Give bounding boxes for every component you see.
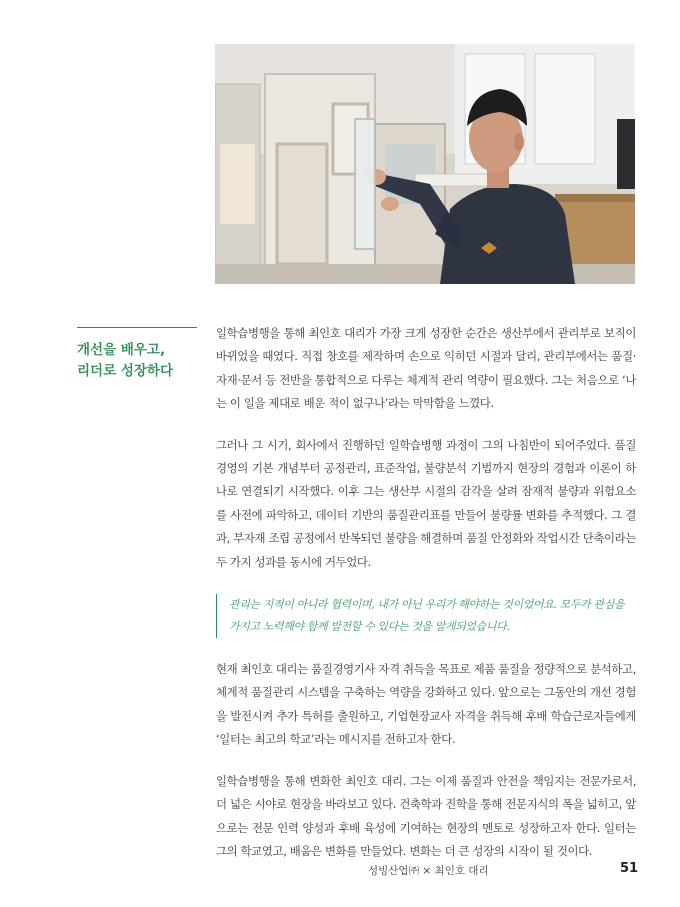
paragraph-2: 그러나 그 시기, 회사에서 진행하던 일학습병행 과정이 그의 나침반이 되어주었다. 품질경영의 기본 개념부터 공정관리, 표준작업, 불량분석 기법까지 현장의 경험과 이론이 하나로 연결되기 시작했다. 이후 그는 생산부 시절의 감각을 살려 잠재적 불량과 위험요소를 사전에 파악하고, 데이터 기반의 품질관리표를 만들어 불량률 변화를 추적했다. 그 결과, 부자재 조립 공정에서 반복되던 불량을 해결하며 품질 안정화와 작업시간 단축이라는 두 가지 성과를 동시에 거두었다.: [216, 437, 636, 569]
paragraph-1: 일학습병행을 통해 최인호 대리가 가장 크게 성장한 순간은 생산부에서 관리부로 보직이 바뀌었을 때였다. 직접 창호를 제작하며 손으로 익히던 시절과 달리, 관리부에서는 품질·자재·문서 등 전반을 통합적으로 다루는 체계적 관리 역량이 필요했다. 그는 처음으로 ‘나는 이 일을 제대로 배운 적이 없구나’라는 막막함을 느꼈다.: [216, 326, 636, 411]
paragraph-4: 일학습병행을 통해 변화한 최인호 대리. 그는 이제 품질과 안전을 책임지는 전문가로서, 더 넓은 시야로 현장을 바라보고 있다. 건축학과 진학을 통해 전문지식의 폭을 넓히고, 앞으로는 전문 인력 양성과 후배 육성에 기여하는 현장의 멘토로 성장하고자 한다. 일터는 그의 학교였고, 배움은 변화를 만들었다. 변화는 더 큰 성장의 시작이 될 것이다.: [216, 773, 636, 858]
paragraph-3: 현재 최인호 대리는 품질경영기사 자격 취득을 목표로 제품 품질을 정량적으로 분석하고, 체계적 품질관리 시스템을 구축하는 역량을 강화하고 있다. 앞으로는 그동안의 개선 경험을 발전시켜 추가 특허를 출원하고, 기업현장교사 자격을 취득해 후배 학습근로자들에게 ‘일터는 최고의 학교’라는 메시지를 전하고자 한다.: [216, 662, 636, 747]
sidebar-heading-line-1: 개선을 배우고,: [77, 342, 166, 358]
page-footer: [0, 861, 680, 881]
page-number: 51: [620, 861, 639, 876]
pull-quote: 관리는 지적이 아니라 협력이며, 내가 아닌 우리가 해야하는 것이었어요. 모두가 관심을 가지고 노력해야 함께 발전할 수 있다는 것을 알게되었습니다.: [216, 594, 636, 638]
sidebar-heading: [77, 340, 207, 382]
sidebar-rule: [77, 327, 197, 328]
photo-worker-icon: [215, 44, 635, 284]
article-body: [216, 322, 636, 863]
running-title: 성빙산업㈜ × 최인호 대리: [368, 865, 489, 877]
article-photo: [215, 44, 635, 284]
sidebar-heading-line-2: 리더로 성장하다: [77, 363, 173, 379]
